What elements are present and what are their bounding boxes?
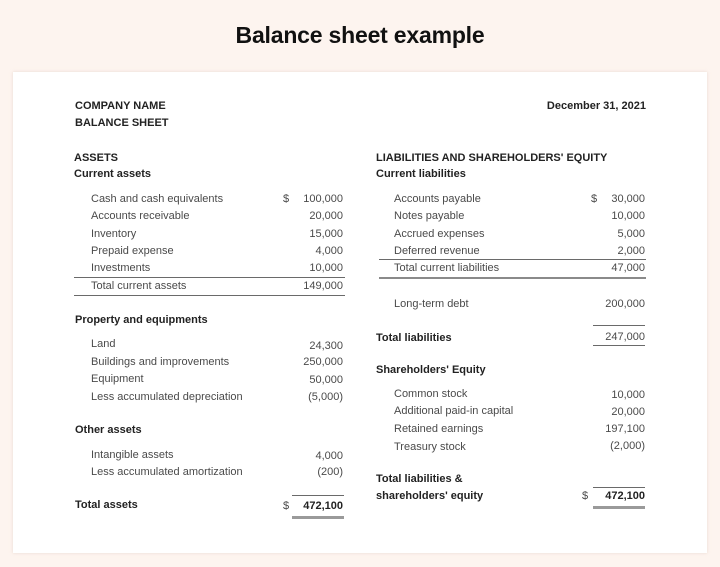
line-item-label: Intangible assets [91, 449, 174, 461]
assets-heading: ASSETS [74, 152, 119, 164]
line-item-value: 4,000 [315, 450, 343, 462]
line-item-value: 15,000 [309, 228, 343, 240]
property-heading: Property and equipments [75, 314, 208, 326]
divider [593, 487, 645, 488]
total-current-liabilities-label: Total current liabilities [394, 262, 500, 274]
currency-symbol: $ [582, 490, 589, 502]
line-item-value: (2,000) [610, 440, 645, 452]
total-current-assets-value: 149,000 [303, 280, 343, 292]
line-item-value: 50,000 [309, 374, 343, 386]
double-underline [593, 506, 645, 509]
line-item-label: Accounts receivable [91, 210, 190, 222]
line-item-value: 30,000 [611, 193, 645, 205]
total-liab-equity-label-1: Total liabilities & [376, 473, 463, 485]
total-liabilities-value: 247,000 [605, 331, 645, 343]
current-liabilities-heading: Current liabilities [376, 168, 466, 180]
line-item-label: Inventory [91, 228, 137, 240]
total-liab-equity-label-2: shareholders' equity [376, 490, 484, 502]
line-item-value: 24,300 [309, 340, 343, 352]
line-item-value: 10,000 [309, 262, 343, 274]
line-item-label: Deferred revenue [394, 245, 480, 257]
balance-sheet-card [13, 72, 707, 553]
line-item-value: 197,100 [605, 423, 645, 435]
line-item-label: Cash and cash equivalents [91, 193, 224, 205]
line-item-value: 2,000 [617, 245, 645, 257]
company-name: COMPANY NAME [75, 100, 166, 112]
sheet-name: BALANCE SHEET [75, 117, 169, 129]
line-item-label: Retained earnings [394, 423, 484, 435]
line-item-label: Less accumulated depreciation [91, 391, 243, 403]
total-current-assets-label: Total current assets [91, 280, 187, 292]
total-liabilities-label: Total liabilities [376, 332, 452, 344]
line-item-label: Treasury stock [394, 441, 466, 453]
line-item-label: Notes payable [394, 210, 465, 222]
line-item-label: Accounts payable [394, 193, 481, 205]
total-liab-equity-value: 472,100 [605, 490, 645, 502]
line-item-value: (5,000) [308, 391, 343, 403]
divider [593, 345, 645, 346]
long-term-debt-value: 200,000 [605, 298, 645, 310]
liabilities-heading: LIABILITIES AND SHAREHOLDERS' EQUITY [376, 152, 608, 164]
line-item-label: Additional paid-in capital [394, 405, 514, 417]
currency-symbol: $ [283, 193, 290, 205]
current-assets-heading: Current assets [74, 168, 152, 180]
total-assets-value: 472,100 [303, 500, 343, 512]
line-item-value: 10,000 [611, 389, 645, 401]
equity-heading: Shareholders' Equity [376, 364, 486, 376]
currency-symbol: $ [591, 193, 598, 205]
long-term-debt-label: Long-term debt [394, 298, 469, 310]
line-item-label: Land [91, 338, 116, 350]
line-item-label: Investments [91, 262, 151, 274]
sheet-date: December 31, 2021 [546, 100, 646, 112]
divider [593, 325, 645, 326]
other-assets-heading: Other assets [75, 424, 142, 436]
line-item-label: Accrued expenses [394, 228, 485, 240]
divider [379, 277, 646, 279]
line-item-value: 250,000 [303, 356, 343, 368]
line-item-value: 20,000 [309, 210, 343, 222]
line-item-value: 100,000 [303, 193, 343, 205]
divider [74, 277, 345, 278]
divider [74, 295, 345, 296]
line-item-label: Equipment [91, 373, 144, 385]
divider [292, 495, 344, 496]
page-title: Balance sheet example [235, 22, 485, 48]
double-underline [292, 516, 344, 519]
divider [379, 259, 646, 260]
total-assets-label: Total assets [75, 499, 138, 511]
line-item-label: Less accumulated amortization [91, 466, 243, 478]
line-item-value: 10,000 [611, 210, 645, 222]
line-item-value: (200) [317, 466, 343, 478]
total-current-liabilities-value: 47,000 [611, 262, 645, 274]
line-item-label: Prepaid expense [91, 245, 174, 257]
currency-symbol: $ [283, 500, 290, 512]
line-item-value: 20,000 [611, 406, 645, 418]
line-item-value: 5,000 [617, 228, 645, 240]
line-item-label: Common stock [394, 388, 468, 400]
line-item-label: Buildings and improvements [91, 356, 230, 368]
line-item-value: 4,000 [315, 245, 343, 257]
